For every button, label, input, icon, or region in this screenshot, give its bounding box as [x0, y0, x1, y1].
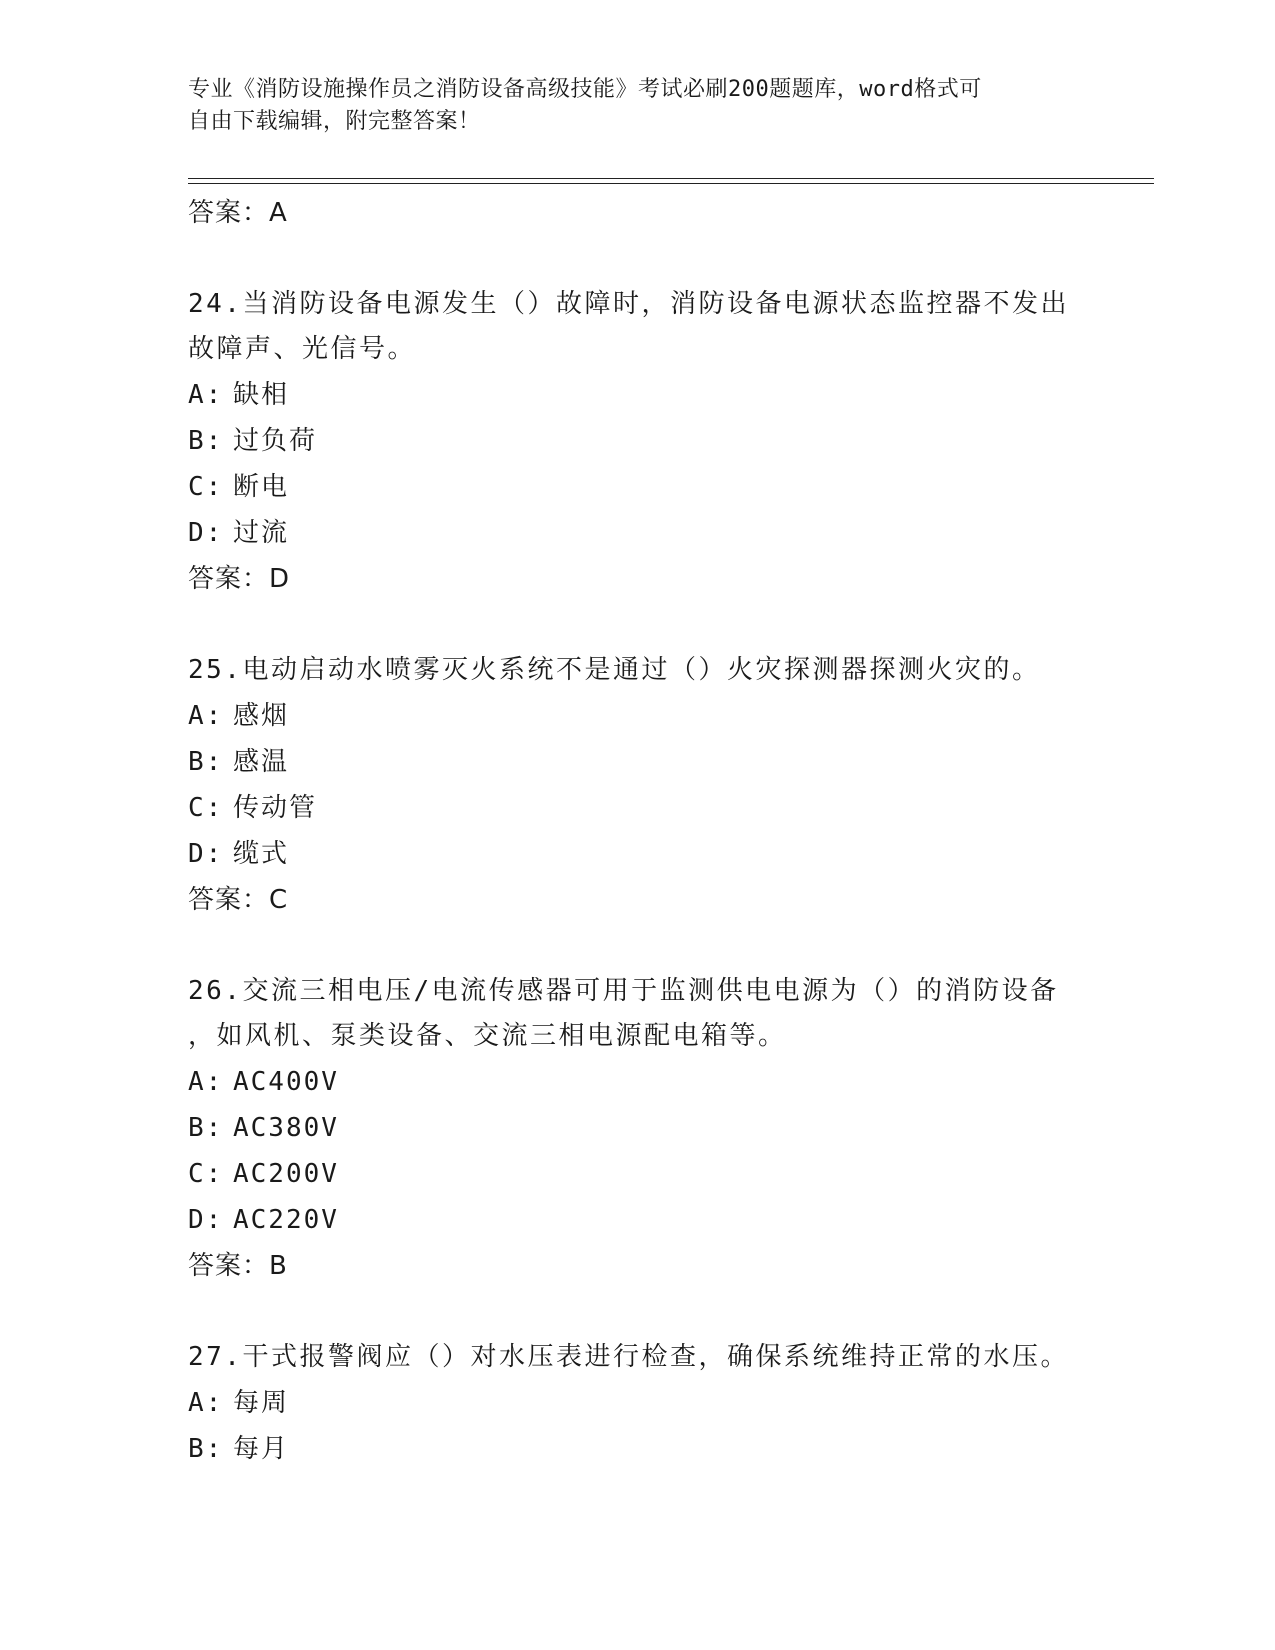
question-24 [188, 282, 1088, 602]
option-text: 每周 [233, 1388, 290, 1418]
answer-line: 答案：A [188, 198, 288, 228]
question-27 [188, 1335, 1088, 1472]
option-text: AC200V [233, 1159, 339, 1189]
option-d [188, 1197, 1088, 1243]
option-text: AC400V [233, 1067, 339, 1097]
option-letter: B: [188, 1113, 224, 1143]
option-letter: A: [188, 701, 224, 731]
option-c [188, 464, 1088, 510]
option-b [188, 739, 1088, 785]
header-line-1: 专业《消防设施操作员之消防设备高级技能》考试必刷200题题库，word格式可 [188, 77, 982, 102]
option-letter: D: [188, 518, 224, 548]
answer-line: 答案：C [188, 885, 289, 915]
option-letter: A: [188, 1067, 224, 1097]
question-line: 27.干式报警阀应（）对水压表进行检查，确保系统维持正常的水压。 [188, 1342, 1069, 1372]
question-25 [188, 648, 1088, 923]
answer-line: 答案：B [188, 1251, 288, 1281]
option-a [188, 1380, 1088, 1426]
option-letter: C: [188, 793, 224, 823]
option-letter: B: [188, 747, 224, 777]
question-line: 故障声、光信号。 [188, 334, 417, 364]
header-line-2: 自由下载编辑，附完整答案！ [188, 109, 481, 134]
option-text: 每月 [233, 1434, 290, 1464]
question-text [188, 1335, 1088, 1380]
option-text: 感温 [233, 747, 290, 777]
option-a [188, 372, 1088, 418]
option-text: 感烟 [233, 701, 290, 731]
option-text: 缺相 [233, 380, 290, 410]
question-line: 24.当消防设备电源发生（）故障时，消防设备电源状态监控器不发出 [188, 289, 1069, 319]
option-letter: A: [188, 380, 224, 410]
header-divider-top [188, 178, 1154, 179]
option-letter: C: [188, 472, 224, 502]
question-list [188, 190, 1088, 1472]
option-letter: D: [188, 839, 224, 869]
question-text [188, 282, 1088, 372]
option-c [188, 785, 1088, 831]
question-text [188, 969, 1088, 1059]
option-text: 传动管 [233, 793, 318, 823]
option-text: AC220V [233, 1205, 339, 1235]
option-b [188, 418, 1088, 464]
option-d [188, 831, 1088, 877]
document-header [188, 74, 1078, 138]
option-a [188, 693, 1088, 739]
option-text: 过流 [233, 518, 290, 548]
question-line: 25.电动启动水喷雾灭火系统不是通过（）火灾探测器探测火灾的。 [188, 655, 1041, 685]
question-text [188, 648, 1088, 693]
option-d [188, 510, 1088, 556]
option-text: AC380V [233, 1113, 339, 1143]
option-letter: B: [188, 1434, 224, 1464]
option-text: 缆式 [233, 839, 290, 869]
option-text: 过负荷 [233, 426, 318, 456]
option-letter: C: [188, 1159, 224, 1189]
question-line: ，如风机、泵类设备、交流三相电源配电箱等。 [188, 1021, 787, 1051]
option-text: 断电 [233, 472, 290, 502]
option-b [188, 1426, 1088, 1472]
header-divider-bottom [188, 183, 1154, 184]
answer-line: 答案：D [188, 564, 291, 594]
option-letter: B: [188, 426, 224, 456]
option-b [188, 1105, 1088, 1151]
question-line: 26.交流三相电压/电流传感器可用于监测供电电源为（）的消防设备 [188, 976, 1059, 1006]
option-c [188, 1151, 1088, 1197]
option-a [188, 1059, 1088, 1105]
question-26 [188, 969, 1088, 1289]
option-letter: D: [188, 1205, 224, 1235]
option-letter: A: [188, 1388, 224, 1418]
